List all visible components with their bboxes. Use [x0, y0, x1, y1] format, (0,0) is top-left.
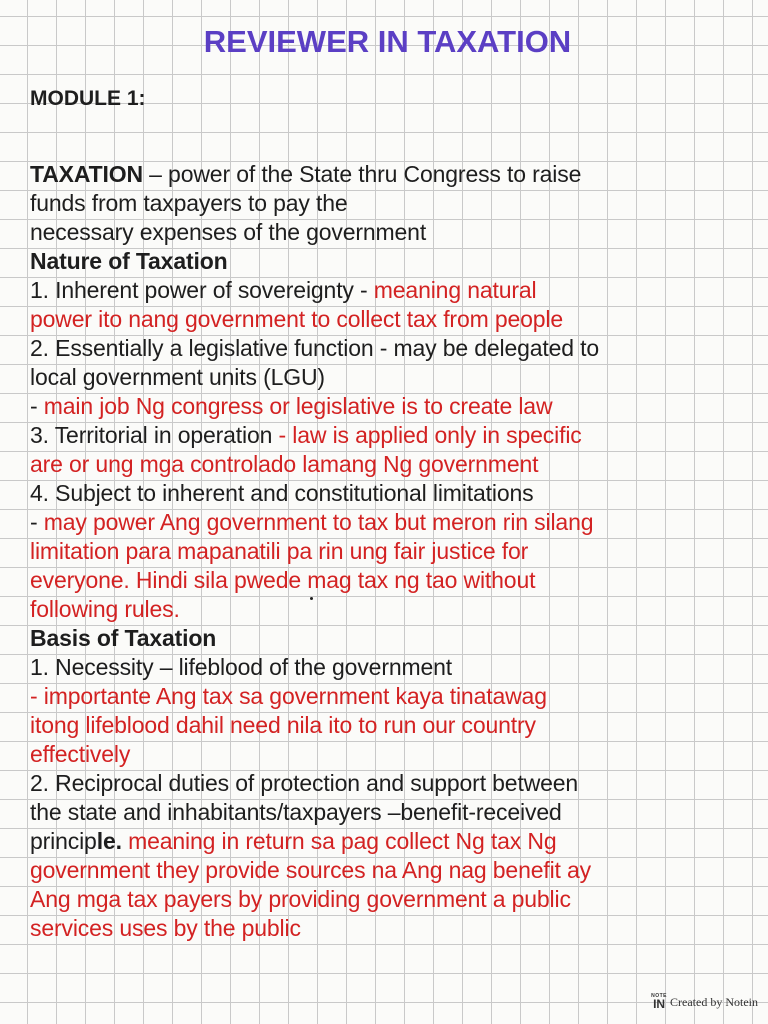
footer-watermark [651, 994, 758, 1010]
text-line [30, 160, 750, 189]
stray-dot [310, 597, 313, 600]
footer-label: Created by Notein [670, 994, 758, 1009]
text-line: the state and inhabitants/taxpayers –benefit-received [30, 799, 562, 825]
text-line [30, 276, 750, 305]
page-title: REVIEWER IN TAXATION [203, 24, 572, 59]
text-line: funds from taxpayers to pay the [30, 190, 348, 216]
handwritten-note: itong lifeblood dahil need nila ito to run our country [30, 712, 536, 738]
handwritten-note: limitation para mapanatili pa rin ung fair justice for [30, 538, 529, 564]
dash-marker: - [30, 509, 44, 535]
text-line: 2. Essentially a legislative function - may be delegated to [30, 335, 600, 361]
handwritten-note: main job Ng congress or legislative is to create law [43, 393, 553, 419]
handwritten-note: services uses by the public [30, 915, 301, 941]
handwritten-note: may power Ang government to tax but meron rin silang [43, 509, 594, 535]
logo-top-text: NOTE [651, 993, 668, 999]
handwritten-note: Ang mga tax payers by providing government a public [30, 886, 571, 912]
handwritten-note: effectively [30, 741, 131, 767]
handwritten-note: following rules. [30, 596, 180, 622]
notein-logo-icon [651, 994, 667, 1010]
list-item-text: 3. Territorial in operation [30, 422, 279, 448]
handwritten-note: power ito nang government to collect tax from people [30, 306, 564, 332]
handwritten-note: - law is applied only in specific [278, 422, 582, 448]
text-line: necessary expenses of the government [30, 219, 427, 245]
list-item-text: 1. Inherent power of sovereignty - [30, 277, 374, 303]
text-line: 4. Subject to inherent and constitutional limitations [30, 480, 534, 506]
text-line: 2. Reciprocal duties of protection and support between [30, 770, 579, 796]
text-line: 1. Necessity – lifeblood of the government [30, 654, 452, 680]
handwritten-note: government they provide sources na Ang nag benefit ay [30, 857, 592, 883]
text-line [30, 508, 750, 537]
document-body [30, 160, 750, 943]
text-line: local government units (LGU) [30, 364, 325, 390]
logo-main-text: IN [653, 997, 666, 1011]
dash-marker: - [30, 393, 44, 419]
handwritten-note: meaning in return sa pag collect Ng tax Ng [128, 828, 557, 854]
handwritten-note: - importante Ang tax sa government kaya tinatawag [30, 683, 547, 709]
document-page [30, 18, 750, 943]
text-line [30, 827, 750, 856]
text-line [30, 392, 750, 421]
text-fragment: princip [30, 828, 97, 854]
handwritten-note: everyone. Hindi sila pwede mag tax ng tao without [30, 567, 536, 593]
handwritten-note: meaning natural [373, 277, 537, 303]
definition-text: – power of the State thru Congress to raise [142, 161, 582, 187]
section-heading-basis: Basis of Taxation [30, 625, 217, 651]
handwritten-note: are or ung mga controlado lamang Ng government [30, 451, 539, 477]
text-fragment-bold: le. [96, 828, 129, 854]
section-heading-nature: Nature of Taxation [30, 248, 228, 274]
text-line [30, 421, 750, 450]
module-heading: MODULE 1: [30, 87, 146, 110]
term-taxation: TAXATION [30, 161, 143, 187]
